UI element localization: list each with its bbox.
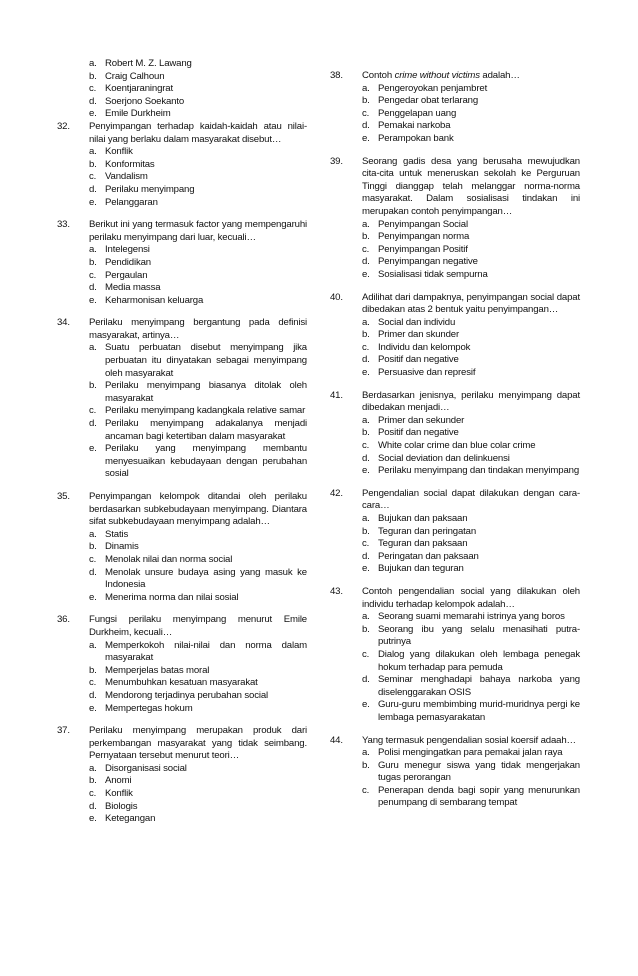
option-text: Persuasive dan represif xyxy=(378,367,476,379)
question-41 xyxy=(330,390,580,478)
option-text: Dialog yang dilakukan oleh lembaga penegak hokum terhadap para pemuda xyxy=(378,648,580,673)
option-letter: a. xyxy=(89,528,97,540)
option-text: Primer dan skunder xyxy=(378,329,460,341)
option-e xyxy=(362,133,580,146)
option-b xyxy=(362,95,580,108)
question-text: Berikut ini yang termasuk factor yang mempengaruhi perilaku menyimpang dari luar, kecuali… xyxy=(89,219,307,243)
option-text: Teguran dan paksaan xyxy=(378,538,468,550)
option-text: Menerima norma dan nilai sosial xyxy=(105,591,239,603)
option-letter: b. xyxy=(362,623,370,635)
option-e xyxy=(362,699,580,724)
option-text: Guru-guru membimbing murid-muridnya pergi ke lembaga pemasyarakatan xyxy=(378,699,580,723)
option-b xyxy=(89,775,307,788)
option-c xyxy=(362,108,580,121)
option-letter: d. xyxy=(362,120,370,132)
option-text: Statis xyxy=(105,528,129,540)
option-b xyxy=(362,760,580,785)
option-list xyxy=(89,244,307,307)
option-text: Pelanggaran xyxy=(105,196,158,208)
option-text: Social dan individu xyxy=(378,316,456,328)
option-text: Konformitas xyxy=(105,158,155,170)
question-text-italic: crime without victims xyxy=(394,70,480,81)
option-letter: a. xyxy=(89,342,97,354)
option-letter: b. xyxy=(362,759,370,771)
option-text: Pendidikan xyxy=(105,256,151,268)
option-e xyxy=(89,295,307,308)
option-text: Guru menegur siswa yang tidak mengerjakan tugas perorangan xyxy=(378,759,580,784)
question-43 xyxy=(330,586,580,725)
question-text: Penyimpangan kelompok ditandai oleh perilaku berdasarkan subkebudayaan menyimpang. Diantara sifat subkebudayaan menyimpang adalah… xyxy=(89,491,307,528)
option-e xyxy=(89,108,307,121)
question-34 xyxy=(57,317,307,481)
question-text: Contoh pengendalian social yang dilakukan oleh individu terhadap kelompok adalah… xyxy=(362,585,580,610)
option-letter: d. xyxy=(89,418,97,430)
option-letter: b. xyxy=(89,380,97,392)
option-text: Biologis xyxy=(105,800,138,812)
option-text: Penyimpangan norma xyxy=(378,231,470,243)
option-text: Perampokan bank xyxy=(378,132,454,144)
option-c xyxy=(362,342,580,355)
option-letter: e. xyxy=(89,813,97,825)
option-text: Memperjelas batas moral xyxy=(105,664,210,676)
option-letter: e. xyxy=(89,108,97,120)
question-number: 34. xyxy=(57,317,70,329)
option-letter: c. xyxy=(362,107,370,119)
option-text: Perilaku menyimpang biasanya ditolak oleh masyarakat xyxy=(105,380,307,404)
left-column xyxy=(57,58,307,836)
option-text: White colar crime dan blue colar crime xyxy=(378,440,536,452)
option-text: Keharmonisan keluarga xyxy=(105,294,204,306)
question-text: Penyimpangan terhadap kaidah-kaidah atau nilai-nilai yang berlaku dalam masyarakat disebut… xyxy=(89,120,307,145)
option-text: Konflik xyxy=(105,788,133,800)
option-letter: c. xyxy=(362,784,370,796)
option-c xyxy=(362,538,580,551)
option-letter: c. xyxy=(362,538,370,550)
option-letter: e. xyxy=(362,699,370,711)
question-text-suffix: adalah… xyxy=(479,70,520,81)
option-letter: c. xyxy=(362,648,370,660)
option-a xyxy=(89,58,307,71)
option-letter: b. xyxy=(362,231,370,243)
option-text: Disorganisasi social xyxy=(105,762,187,774)
question-number: 41. xyxy=(330,389,343,401)
option-e xyxy=(362,563,580,576)
option-text: Perilaku menyimpang xyxy=(105,183,195,195)
question-38 xyxy=(330,70,580,146)
right-column xyxy=(330,70,580,820)
option-letter: a. xyxy=(362,316,370,328)
option-letter: d. xyxy=(362,674,370,686)
option-a xyxy=(362,513,580,526)
option-text: Perilaku yang menyimpang membantu menyesuaikan kebudayaan dengan perubahan sosial xyxy=(105,443,307,480)
option-c xyxy=(89,83,307,96)
option-letter: a. xyxy=(362,218,370,230)
option-text: Suatu perbuatan disebut menyimpang jika perbuatan itu dinyatakan sebagai menyimpang oleh masyarakat xyxy=(105,342,307,379)
option-a xyxy=(89,640,307,665)
option-text: Robert M. Z. Lawang xyxy=(105,58,192,69)
option-e xyxy=(89,197,307,210)
option-text: Pengeroyokan penjambret xyxy=(378,82,488,94)
option-d xyxy=(362,551,580,564)
option-text: Penyimpangan Positif xyxy=(378,243,468,255)
question-42 xyxy=(330,488,580,576)
option-letter: a. xyxy=(362,82,370,94)
option-list xyxy=(89,640,307,716)
option-text: Teguran dan peringatan xyxy=(378,525,477,537)
option-letter: b. xyxy=(362,427,370,439)
option-text: Perilaku menyimpang dan tindakan menyimpang xyxy=(378,465,580,477)
question-number: 37. xyxy=(57,725,70,737)
option-e xyxy=(362,269,580,282)
option-a xyxy=(89,763,307,776)
option-c xyxy=(89,405,307,418)
question-number: 38. xyxy=(330,70,343,81)
option-b xyxy=(89,380,307,405)
option-letter: b. xyxy=(89,664,97,676)
option-b xyxy=(89,257,307,270)
option-text: Seminar menghadapi bahaya narkoba yang diselenggarakan OSIS xyxy=(378,674,580,698)
option-text: Social deviation dan delinkuensi xyxy=(378,452,510,464)
question-32 xyxy=(57,121,307,209)
option-letter: c. xyxy=(89,788,97,800)
question-37 xyxy=(57,725,307,826)
option-list xyxy=(89,763,307,826)
question-text xyxy=(362,70,580,83)
option-b xyxy=(89,541,307,554)
option-a xyxy=(362,747,580,760)
option-b xyxy=(362,624,580,649)
option-letter: a. xyxy=(362,414,370,426)
option-letter: a. xyxy=(89,146,97,158)
option-list xyxy=(362,83,580,146)
option-letter: a. xyxy=(89,58,97,69)
option-letter: c. xyxy=(362,243,370,255)
option-letter: e. xyxy=(362,132,370,144)
option-letter: b. xyxy=(89,70,97,82)
question-text: Yang termasuk pengendalian sosial koersif adaah… xyxy=(362,734,576,746)
option-letter: b. xyxy=(362,329,370,341)
option-d xyxy=(89,96,307,109)
option-letter: a. xyxy=(89,639,97,651)
option-list xyxy=(362,513,580,576)
option-e xyxy=(89,813,307,826)
option-letter: b. xyxy=(362,95,370,107)
question-number: 36. xyxy=(57,614,70,626)
option-letter: d. xyxy=(89,282,97,294)
option-text: Memperkokoh nilai-nilai dan norma dalam masyarakat xyxy=(105,639,307,664)
option-e xyxy=(362,367,580,380)
option-a xyxy=(362,317,580,330)
option-d xyxy=(362,354,580,367)
question-number: 40. xyxy=(330,291,343,303)
question-number: 39. xyxy=(330,155,343,167)
option-letter: c. xyxy=(89,405,97,417)
option-letter: e. xyxy=(362,465,370,477)
option-c xyxy=(89,270,307,283)
option-text: Menumbuhkan kesatuan masyarakat xyxy=(105,677,258,689)
option-text: Vandalism xyxy=(105,171,148,183)
option-letter: e. xyxy=(89,196,97,208)
option-letter: c. xyxy=(362,341,370,353)
option-text: Pengedar obat terlarang xyxy=(378,95,479,107)
option-text: Positif dan negative xyxy=(378,354,459,366)
option-letter: d. xyxy=(362,256,370,268)
option-b xyxy=(362,526,580,539)
option-d xyxy=(362,120,580,133)
option-text: Seorang ibu yang selalu menasihati putra-putrinya xyxy=(378,623,580,648)
option-letter: e. xyxy=(362,563,370,575)
option-letter: e. xyxy=(89,591,97,603)
option-c xyxy=(89,171,307,184)
option-text: Menolak unsure budaya asing yang masuk ke Indonesia xyxy=(105,566,307,591)
option-letter: d. xyxy=(362,354,370,366)
option-c xyxy=(362,785,580,810)
option-letter: b. xyxy=(89,541,97,553)
option-text: Konflik xyxy=(105,146,133,158)
option-c xyxy=(362,649,580,674)
option-a xyxy=(89,244,307,257)
option-text: Perilaku menyimpang adakalanya menjadi ancaman bagi ketertiban dalam masyarakat xyxy=(105,418,307,442)
option-list xyxy=(89,58,307,121)
question-number: 33. xyxy=(57,219,70,231)
option-list xyxy=(362,317,580,380)
option-a xyxy=(362,83,580,96)
option-list xyxy=(362,611,580,724)
option-list xyxy=(89,342,307,481)
option-text: Craig Calhoun xyxy=(105,70,165,82)
option-d xyxy=(89,184,307,197)
option-text: Individu dan kelompok xyxy=(378,341,471,353)
option-d xyxy=(362,453,580,466)
option-letter: e. xyxy=(362,268,370,280)
option-c xyxy=(362,244,580,257)
option-b xyxy=(89,71,307,84)
question-35 xyxy=(57,491,307,604)
question-33 xyxy=(57,219,307,307)
option-text: Penerapan denda bagi sopir yang menurunkan penumpang di sembarang tempat xyxy=(378,784,580,809)
question-44 xyxy=(330,735,580,811)
option-letter: a. xyxy=(89,762,97,774)
option-c xyxy=(89,788,307,801)
question-number: 43. xyxy=(330,585,343,597)
option-letter: a. xyxy=(89,244,97,256)
option-c xyxy=(89,677,307,690)
option-letter: c. xyxy=(89,171,97,183)
option-letter: b. xyxy=(89,158,97,170)
option-letter: e. xyxy=(89,443,97,455)
option-c xyxy=(89,554,307,567)
option-a xyxy=(362,611,580,624)
option-letter: b. xyxy=(89,775,97,787)
option-b xyxy=(362,231,580,244)
option-list xyxy=(362,415,580,478)
option-list xyxy=(362,747,580,810)
option-text: Menolak nilai dan norma social xyxy=(105,553,233,565)
option-letter: b. xyxy=(89,256,97,268)
option-d xyxy=(89,282,307,295)
option-b xyxy=(89,159,307,172)
option-text: Mempertegas hokum xyxy=(105,702,193,714)
option-d xyxy=(89,690,307,703)
question-40 xyxy=(330,292,580,380)
option-e xyxy=(89,703,307,716)
option-text: Penyimpangan negative xyxy=(378,256,478,268)
question-text: Berdasarkan jenisnya, perilaku menyimpang dapat dibedakan menjadi… xyxy=(362,389,580,414)
option-e xyxy=(362,465,580,478)
option-text: Polisi mengingatkan para pemakai jalan raya xyxy=(378,747,563,759)
option-d xyxy=(362,674,580,699)
option-letter: a. xyxy=(362,611,370,623)
option-letter: d. xyxy=(89,689,97,701)
option-list xyxy=(362,219,580,282)
option-text: Sosialisasi tidak sempurna xyxy=(378,268,488,280)
option-letter: a. xyxy=(362,747,370,759)
option-a xyxy=(89,529,307,542)
option-text: Ketegangan xyxy=(105,813,156,825)
option-e xyxy=(89,592,307,605)
option-text: Seorang suami memarahi istrinya yang boros xyxy=(378,611,565,623)
option-text: Bujukan dan paksaan xyxy=(378,513,468,524)
option-letter: e. xyxy=(89,702,97,714)
question-text: Adilihat dari dampaknya, penyimpangan social dapat dibedakan atas 2 bentuk yaitu penyimpangan… xyxy=(362,291,580,316)
option-a xyxy=(89,342,307,380)
question-text: Perilaku menyimpang bergantung pada definisi masyarakat, artinya… xyxy=(89,317,307,341)
question-text: Fungsi perilaku menyimpang menurut Emile Durkheim, kecuali… xyxy=(89,614,307,638)
option-letter: c. xyxy=(362,440,370,452)
option-text: Dinamis xyxy=(105,541,139,553)
option-b xyxy=(362,329,580,342)
option-text: Intelegensi xyxy=(105,244,150,256)
option-letter: d. xyxy=(362,452,370,464)
question-text: Seorang gadis desa yang berusaha mewujudkan cita-cita untuk meneruskan sekolah ke Perguruan Tinggi dianggap telah melanggar norma-norma masyarakat. Dalam sosialisasi tindakan ini merupakan contoh penyimpangan… xyxy=(362,155,580,217)
option-text: Perilaku menyimpang kadangkala relative samar xyxy=(105,405,306,417)
option-text: Koentjaraningrat xyxy=(105,83,174,95)
option-e xyxy=(89,443,307,481)
question-number: 32. xyxy=(57,120,70,132)
option-b xyxy=(362,427,580,440)
question-31-continuation xyxy=(57,58,307,121)
option-list xyxy=(89,146,307,209)
option-d xyxy=(362,256,580,269)
option-letter: d. xyxy=(362,550,370,562)
option-c xyxy=(362,440,580,453)
option-text: Pergaulan xyxy=(105,269,148,281)
option-text: Peringatan dan paksaan xyxy=(378,550,479,562)
option-text: Media massa xyxy=(105,282,161,294)
option-letter: d. xyxy=(89,183,97,195)
option-letter: c. xyxy=(89,677,97,689)
option-d xyxy=(89,801,307,814)
question-text: Perilaku menyimpang merupakan produk dari perkembangan masyarakat yang tidak seimbang. Pernyataan tersebut menurut teori… xyxy=(89,725,307,762)
question-number: 35. xyxy=(57,491,70,502)
option-letter: c. xyxy=(89,553,97,565)
option-text: Pemakai narkoba xyxy=(378,120,451,132)
option-a xyxy=(362,415,580,428)
option-text: Primer dan sekunder xyxy=(378,414,465,426)
option-letter: d. xyxy=(89,95,97,107)
option-d xyxy=(89,567,307,592)
question-number: 44. xyxy=(330,734,343,746)
option-a xyxy=(362,219,580,232)
option-list xyxy=(89,529,307,605)
question-36 xyxy=(57,614,307,715)
option-letter: e. xyxy=(89,294,97,306)
option-letter: d. xyxy=(89,800,97,812)
option-letter: b. xyxy=(362,525,370,537)
option-letter: e. xyxy=(362,367,370,379)
option-text: Penggelapan uang xyxy=(378,107,457,119)
question-text: Pengendalian social dapat dilakukan dengan cara-cara… xyxy=(362,487,580,512)
option-text: Mendorong terjadinya perubahan social xyxy=(105,689,268,701)
option-text: Emile Durkheim xyxy=(105,108,171,120)
option-letter: d. xyxy=(89,566,97,578)
option-letter: c. xyxy=(89,83,97,95)
question-39 xyxy=(330,156,580,282)
option-d xyxy=(89,418,307,443)
option-text: Penyimpangan Social xyxy=(378,218,468,230)
option-letter: c. xyxy=(89,269,97,281)
option-letter: a. xyxy=(362,513,370,524)
option-text: Bujukan dan teguran xyxy=(378,563,464,575)
question-text-prefix: Contoh xyxy=(362,70,395,81)
option-a xyxy=(89,146,307,159)
option-b xyxy=(89,665,307,678)
option-text: Anomi xyxy=(105,775,132,787)
option-text: Positif dan negative xyxy=(378,427,459,439)
option-text: Soerjono Soekanto xyxy=(105,95,185,107)
question-number: 42. xyxy=(330,487,343,499)
